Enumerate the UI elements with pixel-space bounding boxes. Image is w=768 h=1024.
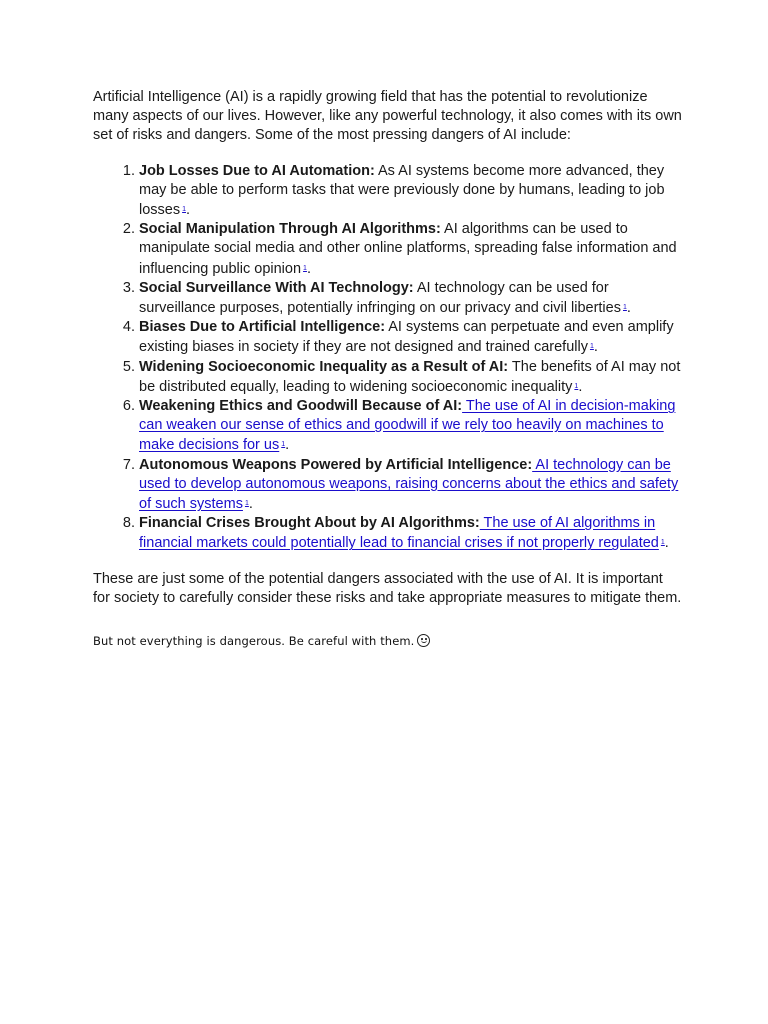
danger-link[interactable]: The use of AI in decision-making can weaken our sense of ethics and goodwill if we rely too heavily on machines to make decisions for us	[139, 398, 676, 454]
intro-paragraph: Artificial Intelligence (AI) is a rapidly growing field that has the potential to revolutionize many aspects of our lives. However, like any powerful technology, it also comes with its own set of risks and dangers. Some of the most pressing dangers of AI include:	[93, 89, 682, 144]
citation-link[interactable]: 1	[303, 264, 307, 272]
citation-link[interactable]: 1	[281, 441, 286, 449]
closing-note	[93, 632, 683, 651]
document-body	[93, 88, 683, 651]
closing-note-text: But not everything is dangerous. Be careful with them.	[93, 634, 415, 649]
citation-link[interactable]: 1	[574, 382, 579, 390]
danger-link[interactable]: The use of AI algorithms in financial markets could potentially lead to financial crises if not properly regulated	[139, 515, 659, 552]
danger-description: As AI systems become more advanced, they may be able to perform tasks that were previously done by humans, leading to job losses	[139, 162, 665, 219]
danger-term: Financial Crises Brought About by AI Algorithms:	[139, 515, 480, 532]
period: .	[186, 202, 191, 219]
danger-description: The benefits of AI may not be distributed equally, leading to widening socioeconomic inequality	[139, 358, 681, 395]
list-item	[139, 318, 683, 357]
closing-paragraph: These are just some of the potential dangers associated with the use of AI. It is important for society to carefully consider these risks and take appropriate measures to mitigate them.	[93, 570, 682, 606]
list-item	[139, 514, 683, 553]
period: .	[593, 339, 598, 356]
danger-link[interactable]: AI technology can be used to develop autonomous weapons, raising concerns about the ethics and safety of such systems	[139, 456, 679, 513]
period: .	[306, 260, 311, 277]
list-item	[139, 358, 683, 397]
list-item	[139, 397, 683, 456]
citation-link[interactable]: 1	[244, 500, 249, 508]
period: .	[664, 535, 669, 552]
danger-description: AI systems can perpetuate and even amplify existing biases in society if they are not designed and trained carefully	[139, 319, 674, 356]
list-item	[139, 220, 683, 279]
smiley-icon	[417, 634, 430, 647]
period: .	[248, 496, 253, 513]
period: .	[626, 300, 631, 317]
period: .	[285, 437, 290, 454]
danger-term: Widening Socioeconomic Inequality as a Result of AI:	[139, 358, 509, 375]
list-item	[139, 456, 683, 515]
list-item	[139, 279, 683, 318]
danger-term: Biases Due to Artificial Intelligence:	[139, 319, 386, 336]
citation-link[interactable]: 1	[622, 304, 627, 312]
citation-link[interactable]: 1	[660, 539, 665, 547]
danger-term: Weakening Ethics and Goodwill Because of AI:	[139, 398, 463, 415]
danger-description: AI technology can be used for surveillance purposes, potentially infringing on our privacy and civil liberties	[139, 279, 621, 317]
danger-term: Job Losses Due to AI Automation:	[139, 162, 375, 179]
period: .	[578, 378, 583, 395]
citation-link[interactable]: 1	[182, 206, 187, 214]
dangers-list	[93, 162, 683, 554]
danger-term: Social Surveillance With AI Technology:	[139, 279, 414, 296]
danger-description: AI algorithms can be used to manipulate social media and other online platforms, spreading false information and influencing public opinion	[139, 221, 677, 277]
danger-term: Autonomous Weapons Powered by Artificial Intelligence:	[139, 456, 533, 473]
citation-link[interactable]: 1	[589, 343, 594, 351]
danger-term: Social Manipulation Through AI Algorithms:	[139, 221, 441, 238]
list-item	[139, 162, 683, 221]
